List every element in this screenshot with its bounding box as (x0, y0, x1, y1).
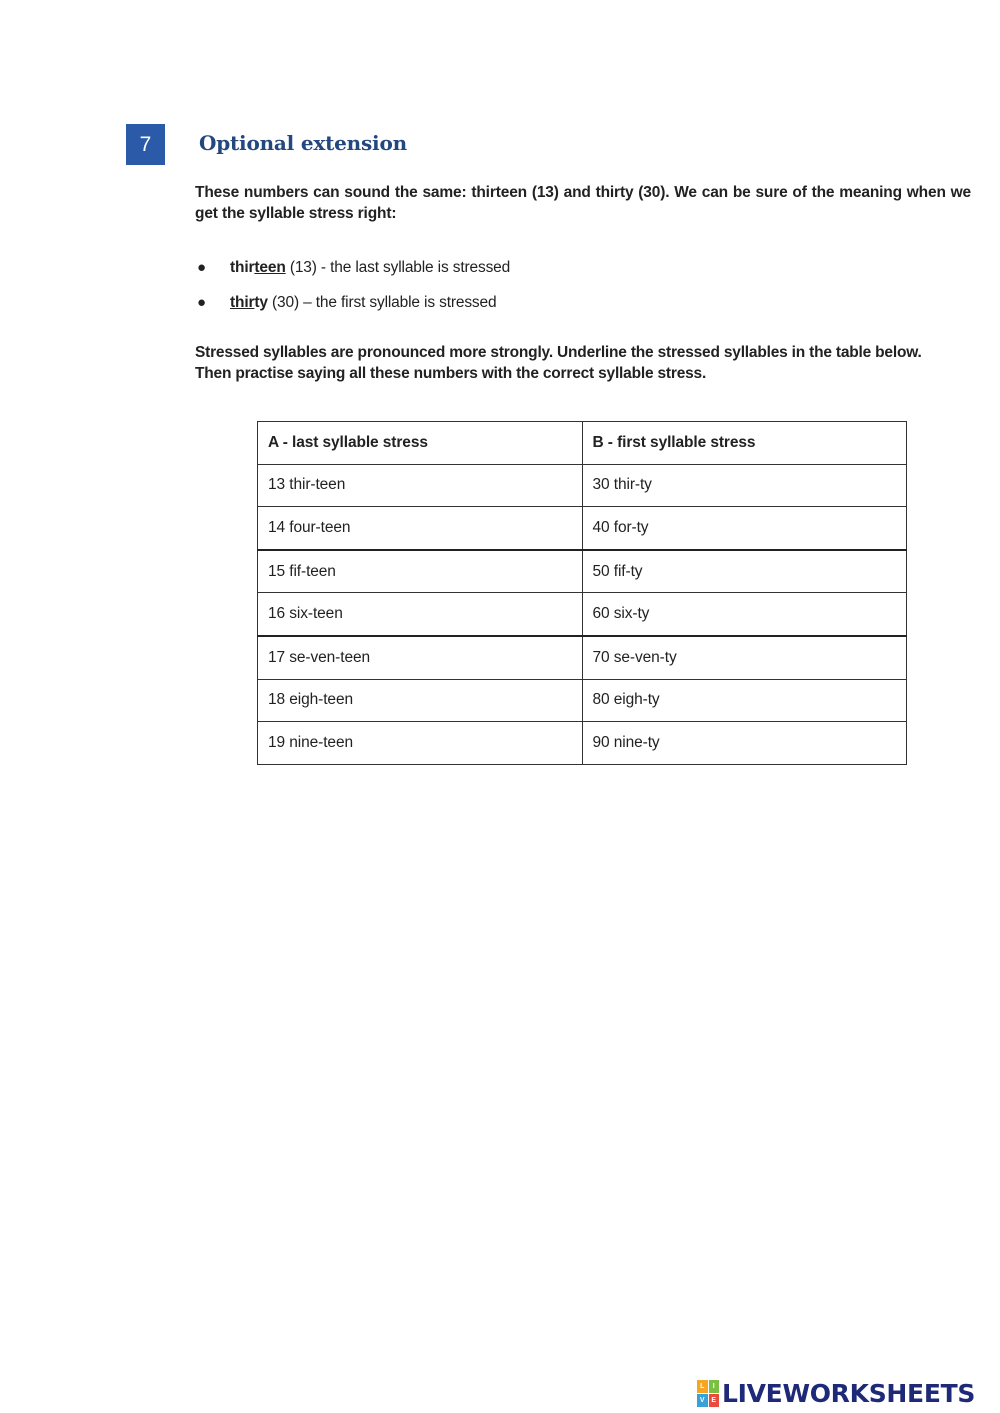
cell-first-stress[interactable]: 40 for-ty (582, 507, 907, 550)
cell-first-stress[interactable]: 70 se-ven-ty (582, 636, 907, 679)
example-word: thirty (230, 294, 268, 311)
table-row (258, 550, 907, 593)
bullet-dot-icon: ● (197, 294, 206, 311)
liveworksheets-watermark (697, 1376, 975, 1410)
column-header-a: A - last syllable stress (258, 422, 583, 465)
stressed-syllable: teen (254, 259, 286, 276)
cell-last-stress[interactable]: 19 nine-teen (258, 722, 583, 765)
section-number-badge: 7 (126, 124, 165, 165)
watermark-text: LIVEWORKSHEETS (722, 1378, 976, 1408)
instructions-line-1: Stressed syllables are pronounced more strongly. Underline the stressed syllables in the table below. (195, 344, 922, 361)
intro-paragraph: These numbers can sound the same: thirteen (13) and thirty (30). We can be sure of the meaning when we get the syllable stress right: (195, 184, 971, 222)
cell-first-stress[interactable]: 90 nine-ty (582, 722, 907, 765)
column-header-b: B - first syllable stress (582, 422, 907, 465)
table-row (258, 593, 907, 636)
table-row (258, 679, 907, 722)
bullet-thirty (195, 292, 510, 327)
table-row (258, 464, 907, 507)
table-row (258, 636, 907, 679)
instructions-paragraph (195, 342, 971, 384)
cell-last-stress[interactable]: 18 eigh-teen (258, 679, 583, 722)
cell-last-stress[interactable]: 17 se-ven-teen (258, 636, 583, 679)
cell-last-stress[interactable]: 16 six-teen (258, 593, 583, 636)
bullet-dot-icon: ● (197, 259, 206, 276)
stressed-syllable: thir (230, 294, 255, 311)
example-explanation: (13) - the last syllable is stressed (285, 259, 511, 276)
cell-last-stress[interactable]: 13 thir-teen (258, 464, 583, 507)
example-word: thirteen (230, 259, 286, 276)
table-row (258, 722, 907, 765)
cell-first-stress[interactable]: 60 six-ty (582, 593, 907, 636)
cell-first-stress[interactable]: 50 fif-ty (582, 550, 907, 593)
cell-last-stress[interactable]: 14 four-teen (258, 507, 583, 550)
section-title: Optional extension (199, 131, 407, 155)
table-header-row (258, 422, 907, 465)
syllable-stress-table (257, 421, 907, 765)
instructions-line-2: Then practise saying all these numbers with the correct syllable stress. (195, 365, 707, 382)
cell-first-stress[interactable]: 80 eigh-ty (582, 679, 907, 722)
table-row (258, 507, 907, 550)
example-bullet-list (195, 257, 510, 327)
cell-first-stress[interactable]: 30 thir-ty (582, 464, 907, 507)
cell-last-stress[interactable]: 15 fif-teen (258, 550, 583, 593)
example-explanation: (30) – the first syllable is stressed (267, 294, 497, 311)
liveworksheets-logo-icon: L I V E (697, 1380, 719, 1407)
bullet-thirteen (195, 257, 510, 292)
